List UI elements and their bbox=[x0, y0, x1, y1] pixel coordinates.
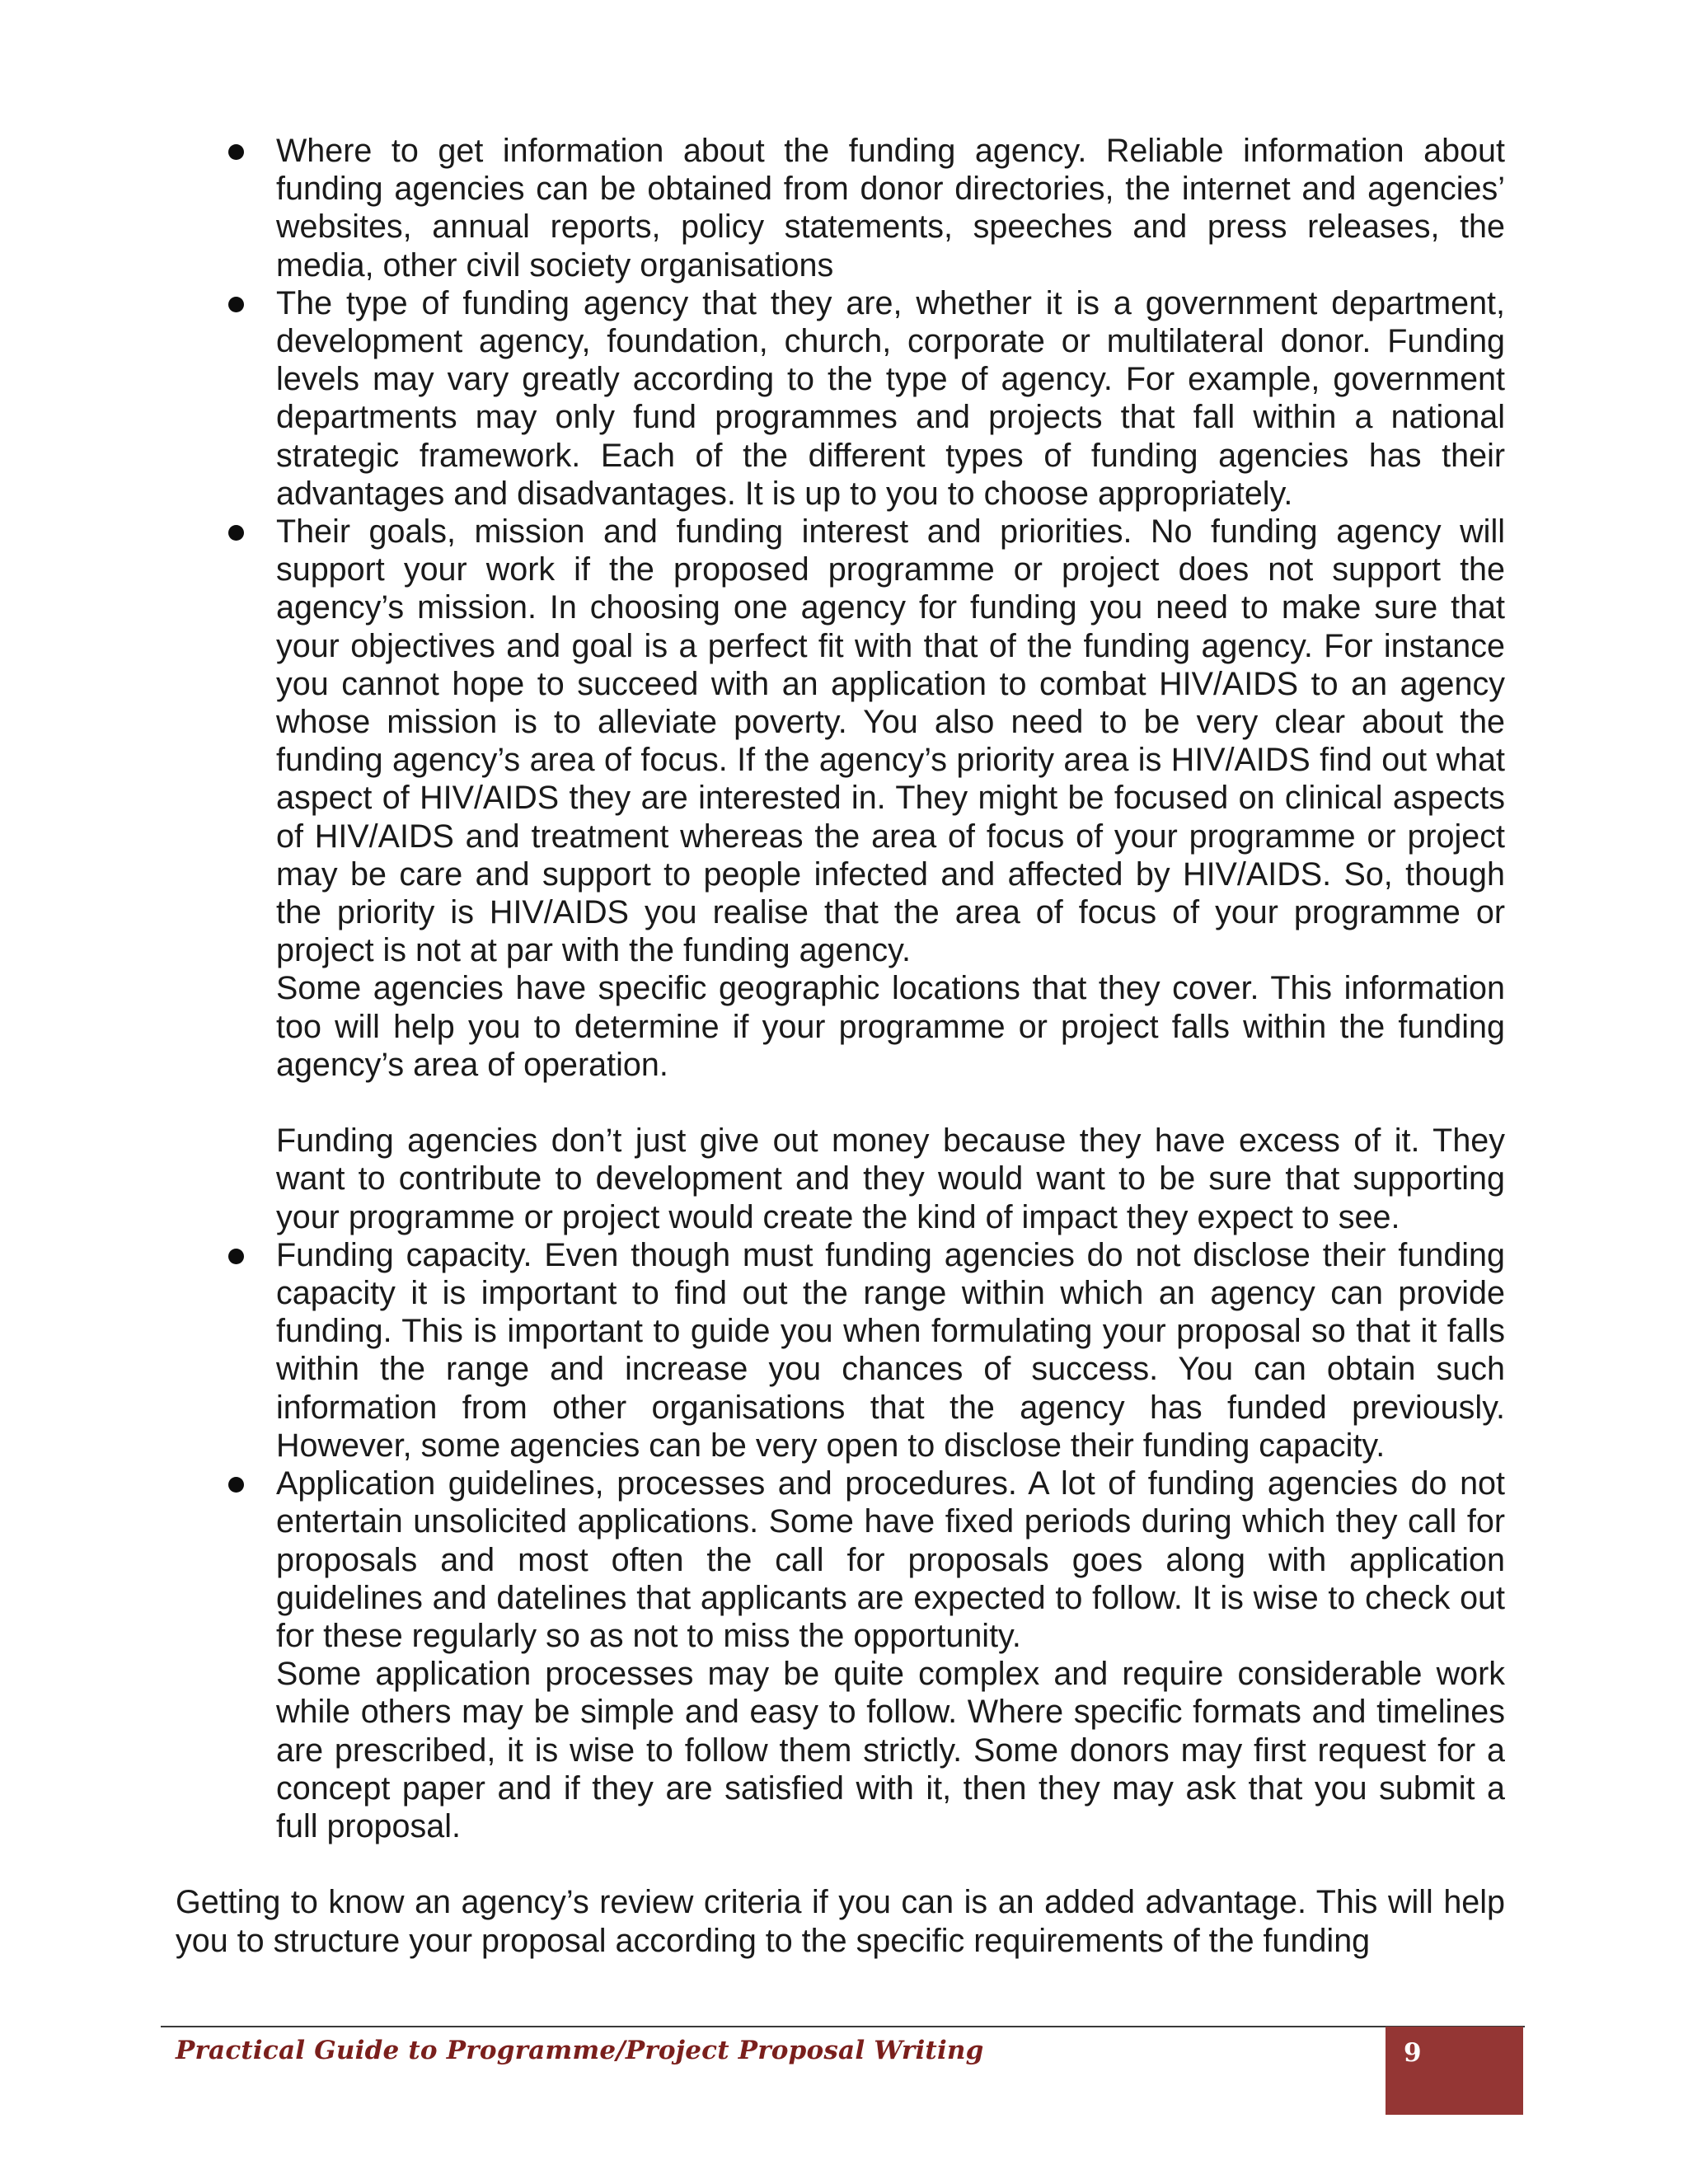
bullet-icon bbox=[228, 297, 244, 312]
list-item bbox=[176, 284, 1505, 513]
list-item bbox=[176, 513, 1505, 1236]
bullet-icon bbox=[228, 525, 244, 541]
list-item bbox=[176, 132, 1505, 284]
list-item bbox=[176, 1236, 1505, 1465]
bullet-paragraph: The type of funding agency that they are, whether it is a government department, development agency, foundation, church, corporate or multilateral donor. Funding levels may vary greatly according to the type of agency. For example, government departments may only fund programmes and projects that fall within a national strategic framework. Each of the different types of funding agencies has their advantages and disadvantages. It is up to you to choose appropriately. bbox=[276, 284, 1505, 512]
paragraph-spacer bbox=[276, 1084, 1505, 1122]
bullet-paragraph: Some agencies have specific geographic locations that they cover. This information too will help you to determine if your programme or project falls within the funding agency’s area of operation. bbox=[276, 970, 1505, 1083]
bullet-paragraph: Their goals, mission and funding interest and priorities. No funding agency will support your work if the proposed programme or project does not support the agency’s mission. In choosing one agency for funding you need to make sure that your objectives and goal is a perfect fit with that of the funding agency. For instance you cannot hope to succeed with an application to combat HIV/AIDS to an agency whose mission is to alleviate poverty. You also need to be very clear about the funding agency’s area of focus. If the agency’s priority area is HIV/AIDS find out what aspect of HIV/AIDS they are interested in. They might be focused on clinical aspects of HIV/AIDS and treatment whereas the area of focus of your programme or project may be care and support to people infected and affected by HIV/AIDS. So, though the priority is HIV/AIDS you realise that the area of focus of your programme or project is not at par with the funding agency. bbox=[276, 513, 1505, 969]
closing-paragraph: Getting to know an agency’s review criteria if you can is an added advantage. This will help you to structure your proposal according to the specific requirements of the funding bbox=[176, 1884, 1505, 1959]
footer-divider bbox=[161, 2026, 1525, 2027]
bullet-icon bbox=[228, 144, 244, 160]
body-text bbox=[176, 132, 1505, 1960]
footer-title: Practical Guide to Programme/Project Proposal Writing bbox=[176, 2036, 984, 2065]
bullet-icon bbox=[228, 1249, 244, 1264]
bullet-icon bbox=[228, 1477, 244, 1493]
bullet-paragraph: Funding capacity. Even though must funding agencies do not disclose their funding capacity it is important to find out the range within which an agency can provide funding. This is important to guide you when formulating your proposal so that it falls within the range and increase you chances of success. You can obtain such information from other organisations that the agency has funded previously. However, some agencies can be very open to disclose their funding capacity. bbox=[276, 1236, 1505, 1464]
bullet-paragraph: Application guidelines, processes and procedures. A lot of funding agencies do not entertain unsolicited applications. Some have fixed periods during which they call for proposals and most often the call for proposals goes along with application guidelines and datelines that applicants are expected to follow. It is wise to check out for these regularly so as not to miss the opportunity. bbox=[276, 1465, 1505, 1654]
bullet-paragraph: Funding agencies don’t just give out money because they have excess of it. They want to contribute to development and they would want to be sure that supporting your programme or project would create the kind of impact they expect to see. bbox=[276, 1122, 1505, 1235]
bullet-paragraph: Some application processes may be quite complex and require considerable work while others may be simple and easy to follow. Where specific formats and timelines are prescribed, it is wise to follow them strictly. Some donors may first request for a concept paper and if they are satisfied with it, then they may ask that you submit a full proposal. bbox=[276, 1656, 1505, 1844]
page-number-box bbox=[1386, 2027, 1523, 2115]
bullet-paragraph: Where to get information about the funding agency. Reliable information about funding agencies can be obtained from donor directories, the internet and agencies’ websites, annual reports, policy statements, speeches and press releases, the media, other civil society organisations bbox=[276, 133, 1505, 284]
list-item bbox=[176, 1465, 1505, 1845]
bullet-list bbox=[176, 132, 1505, 1845]
page-number: 9 bbox=[1404, 2038, 1422, 2068]
